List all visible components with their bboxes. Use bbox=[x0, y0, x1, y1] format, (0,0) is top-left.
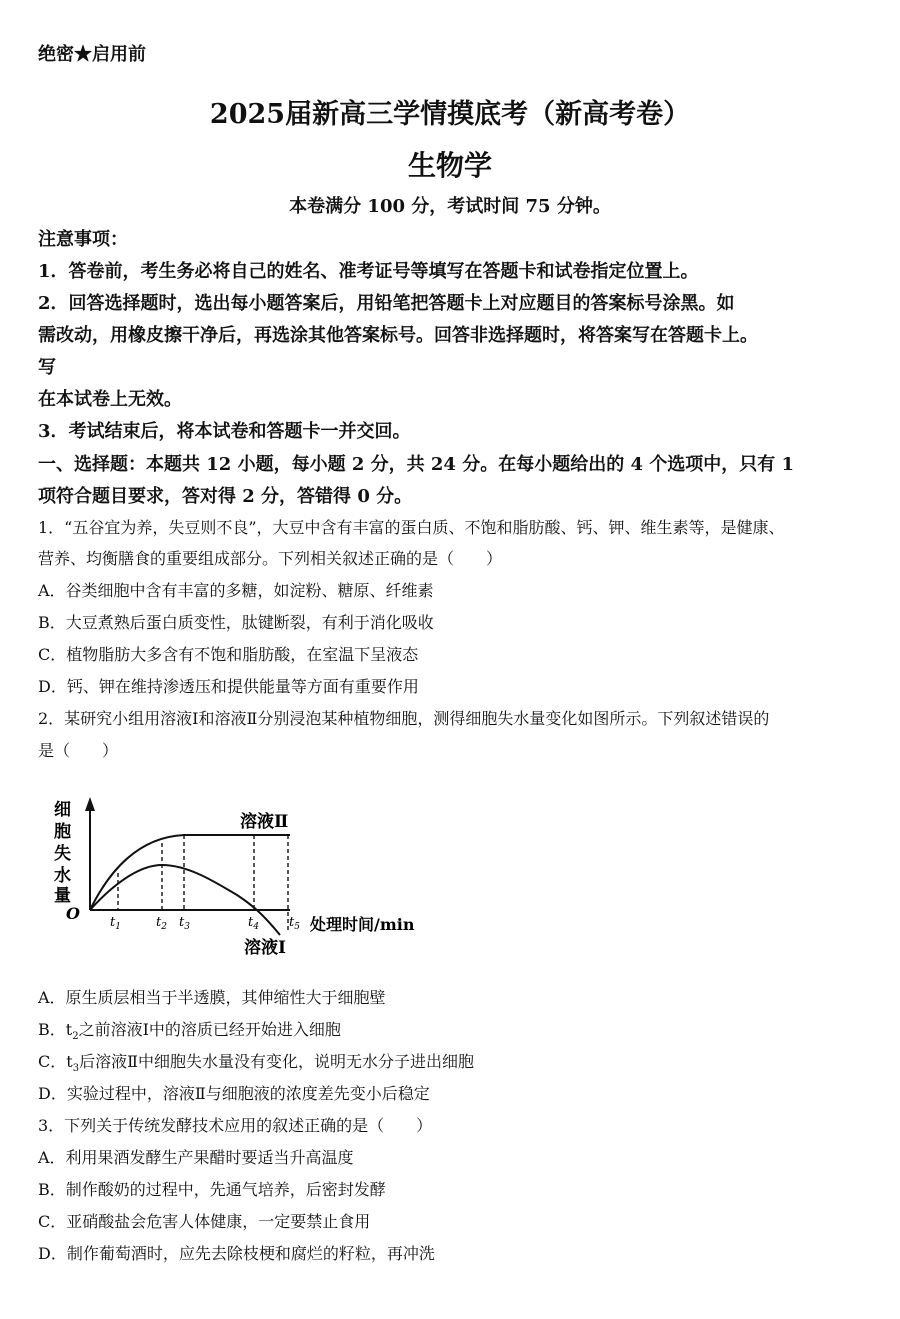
series-solution-2-line bbox=[90, 835, 290, 910]
exam-info: 本卷满分 100 分，考试时间 75 分钟。 bbox=[289, 196, 611, 217]
note-3: 3．考试结束后，将本试卷和答题卡一并交回。 bbox=[38, 421, 411, 442]
y-axis-arrow bbox=[85, 797, 95, 811]
y-axis-label-1: 细 bbox=[54, 800, 71, 820]
note-2c: 写 bbox=[38, 357, 56, 378]
q2-stem-1: 2．某研究小组用溶液Ⅰ和溶液Ⅱ分别浸泡某种植物细胞，测得细胞失水量变化如图所示。下列叙述错误的 bbox=[38, 709, 770, 728]
q3-option-c: C．亚硝酸盐会危害人体健康，一定要禁止食用 bbox=[38, 1212, 371, 1231]
q2-option-b-sub: 2 bbox=[72, 1031, 79, 1043]
tick-t3: $t_3$ bbox=[179, 915, 190, 932]
q3-option-b: B．制作酸奶的过程中，先通气培养，后密封发酵 bbox=[38, 1180, 386, 1199]
q2-option-b-text: 之前溶液Ⅰ中的溶质已经开始进入细胞 bbox=[78, 1020, 341, 1039]
q2-option-b bbox=[38, 1017, 341, 1042]
exam-title: 2025届新高三学情摸底考（新高考卷） bbox=[209, 99, 691, 130]
q3-stem: 3．下列关于传统发酵技术应用的叙述正确的是（ ） bbox=[38, 1116, 433, 1135]
q1-stem-2: 营养、均衡膳食的重要组成部分。下列相关叙述正确的是（ ） bbox=[38, 549, 503, 568]
q2-option-d: D．实验过程中，溶液Ⅱ与细胞液的浓度差先变小后稳定 bbox=[38, 1084, 430, 1103]
q2-option-c bbox=[38, 1049, 474, 1074]
q1-option-b: B．大豆煮熟后蛋白质变性，肽键断裂，有利于消化吸收 bbox=[38, 613, 434, 632]
secret-label: 绝密★启用前 bbox=[38, 44, 146, 65]
q2-option-c-sub: 3 bbox=[72, 1063, 80, 1075]
notes-heading: 注意事项： bbox=[38, 229, 128, 250]
q2-option-a: A．原生质层相当于半透膜，其伸缩性大于细胞壁 bbox=[38, 988, 386, 1007]
note-2a: 2．回答选择题时，选出每小题答案后，用铅笔把答题卡上对应题目的答案标号涂黑。如 bbox=[38, 293, 735, 314]
q2-option-c-text: 后溶液Ⅱ中细胞失水量没有变化，说明无水分子进出细胞 bbox=[79, 1052, 474, 1071]
tick-t4: $t_4$ bbox=[248, 915, 259, 932]
q1-option-c: C．植物脂肪大多含有不饱和脂肪酸，在室温下呈液态 bbox=[38, 645, 419, 664]
tick-t2: $t_2$ bbox=[156, 915, 167, 932]
series-label-solution-1: 溶液Ⅰ bbox=[244, 938, 286, 958]
y-axis-label-2: 胞 bbox=[54, 822, 71, 842]
q3-option-a: A．利用果酒发酵生产果醋时要适当升高温度 bbox=[38, 1148, 354, 1167]
q1-stem-1: 1．“五谷宜为养，失豆则不良”，大豆中含有丰富的蛋白质、不饱和脂肪酸、钙、钾、维生素等，是健康、 bbox=[38, 518, 785, 537]
q1-option-d: D．钙、钾在维持渗透压和提供能量等方面有重要作用 bbox=[38, 677, 419, 696]
tick-t1: $t_1$ bbox=[110, 915, 121, 932]
section-heading-1: 一、选择题：本题共 12 小题，每小题 2 分，共 24 分。在每小题给出的 4 个选项中，只有 1 bbox=[38, 454, 795, 475]
q2-option-c-prefix: C．t bbox=[38, 1052, 73, 1071]
y-axis-label-5: 量 bbox=[54, 886, 71, 906]
x-axis-label: 处理时间/min bbox=[310, 915, 415, 934]
note-1: 1．答卷前，考生务必将自己的姓名、准考证号等填写在答题卡和试卷指定位置上。 bbox=[38, 261, 699, 282]
y-axis-label-3: 失 bbox=[54, 844, 71, 864]
section-heading-2: 项符合题目要求，答对得 2 分，答错得 0 分。 bbox=[38, 486, 413, 507]
series-label-solution-2: 溶液Ⅱ bbox=[240, 812, 289, 832]
subject-title: 生物学 bbox=[407, 149, 492, 182]
note-2b: 需改动，用橡皮擦干净后，再选涂其他答案标号。回答非选择题时，将答案写在答题卡上。 bbox=[38, 325, 758, 346]
origin-label: O bbox=[66, 904, 80, 923]
q2-stem-2: 是（ ） bbox=[38, 741, 119, 760]
y-axis-label-4: 水 bbox=[54, 866, 71, 886]
q2-option-b-prefix: B．t bbox=[38, 1020, 73, 1039]
note-2d: 在本试卷上无效。 bbox=[38, 389, 182, 410]
q1-option-a: A．谷类细胞中含有丰富的多糖，如淀粉、糖原、纤维素 bbox=[38, 581, 434, 600]
q3-option-d: D．制作葡萄酒时，应先去除枝梗和腐烂的籽粒，再冲洗 bbox=[38, 1244, 435, 1263]
tick-t5: $t_5$ bbox=[289, 915, 300, 932]
water-loss-chart bbox=[52, 795, 432, 970]
